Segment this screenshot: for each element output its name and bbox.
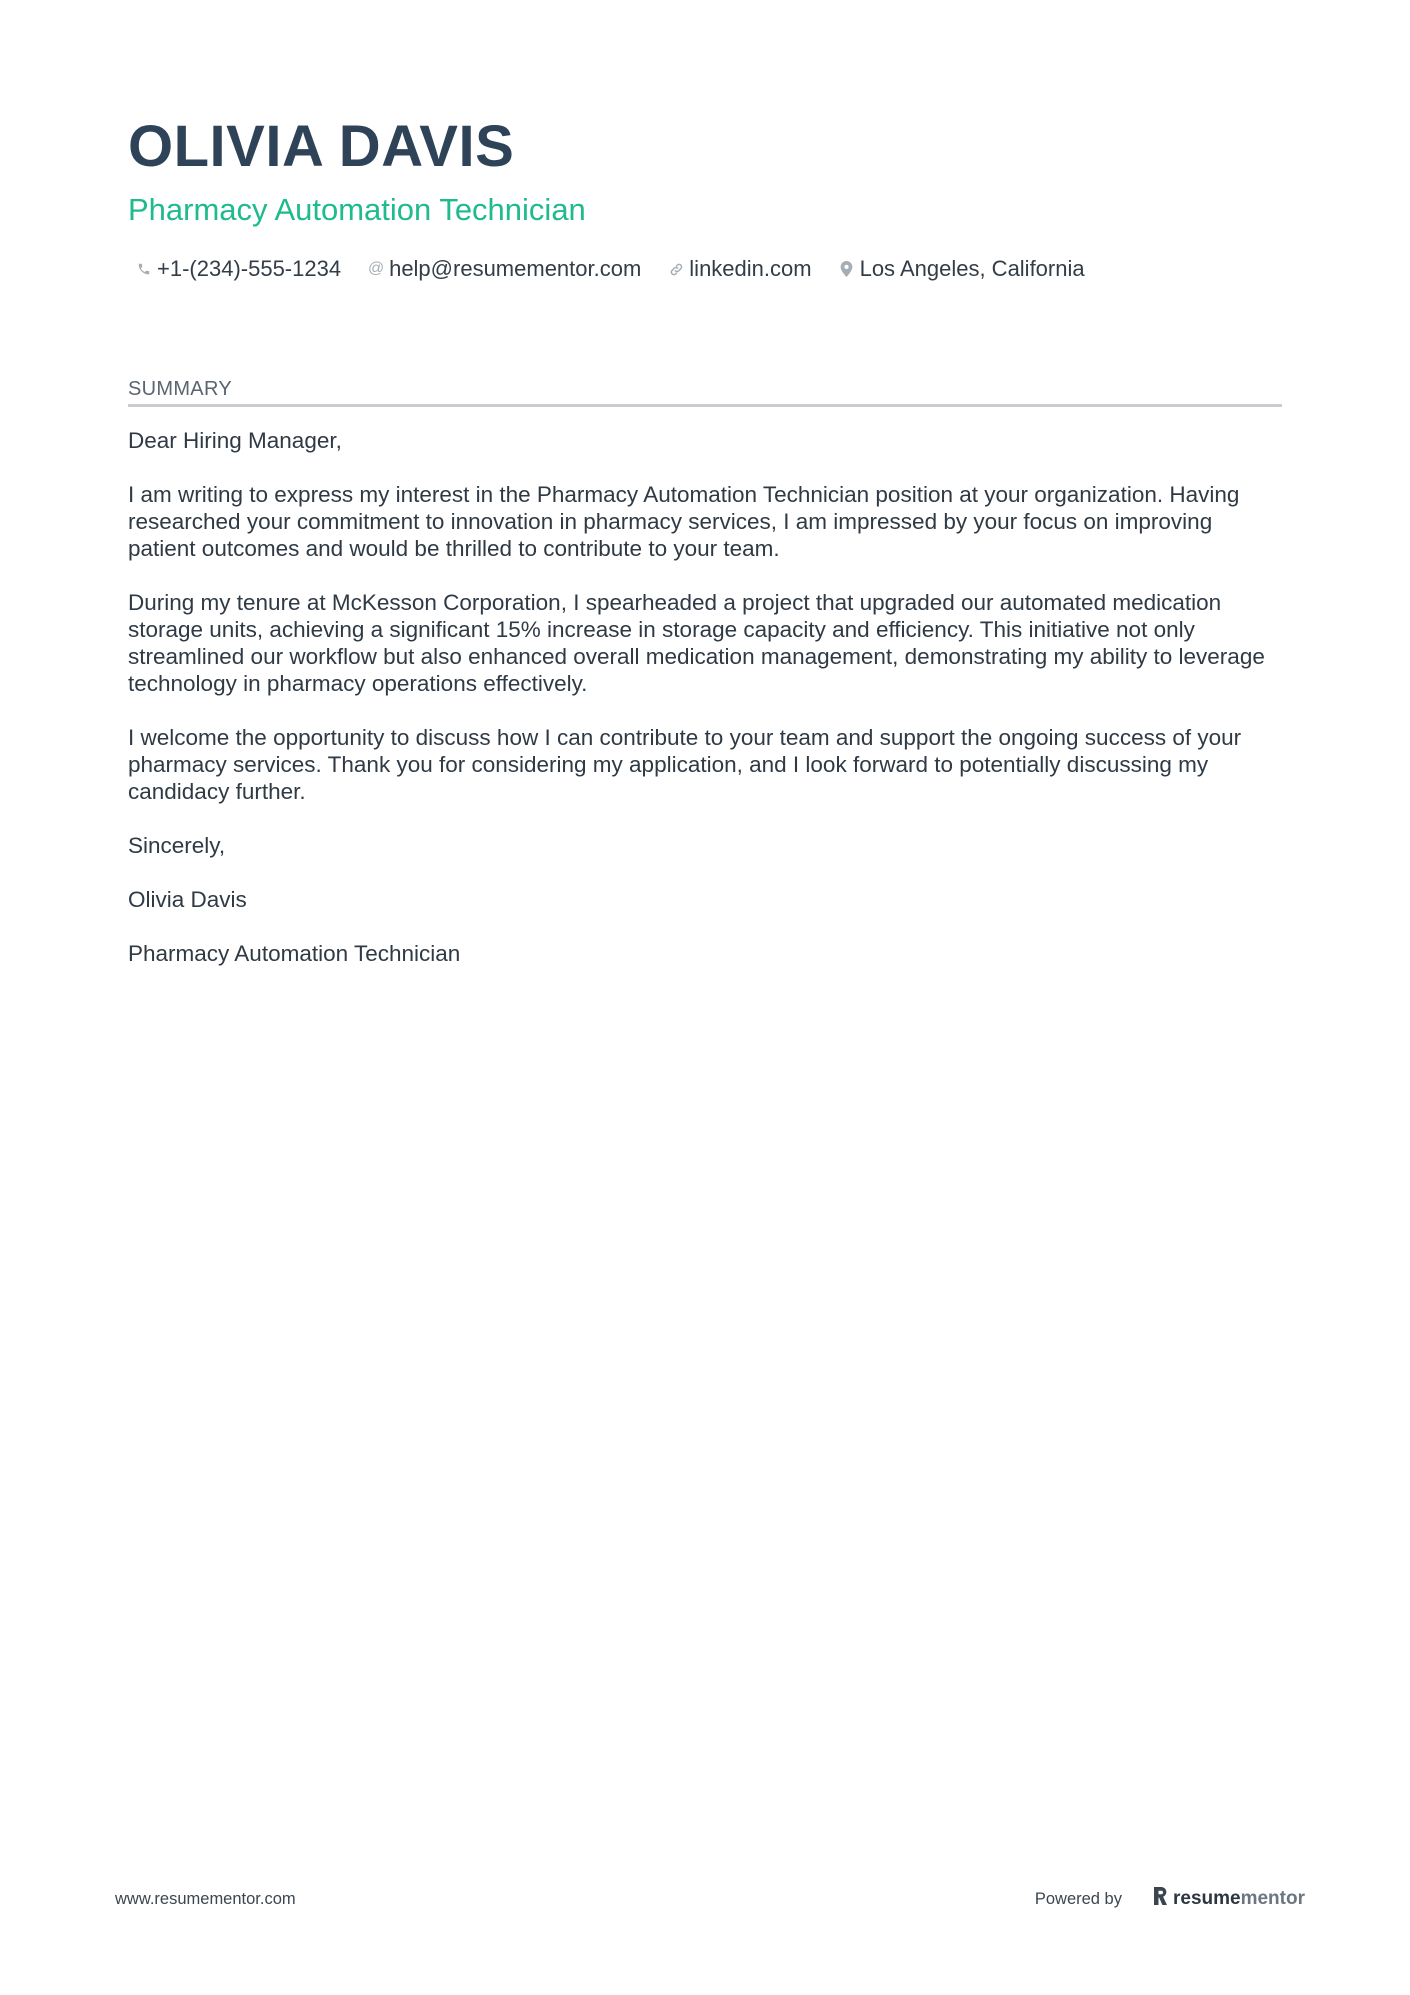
resumementor-logo-icon (1152, 1886, 1168, 1912)
letter-paragraph: During my tenure at McKesson Corporation, I spearheaded a project that upgraded our automated medication storage units, achieving a significant 15% increase in storage capacity and efficiency. This initiative not only streamlined our workflow but also enhanced overall medication management, demonstrating my ability to leverage technology in pharmacy operations effectively. (128, 590, 1265, 696)
page-footer (115, 1886, 1305, 1912)
letter-paragraph: I am writing to express my interest in the Pharmacy Automation Technician position at your organization. Having researched your commitment to innovation in pharmacy services, I am impressed by your focus on improving patient outcomes and would be thrilled to contribute to your team. (128, 482, 1240, 561)
phone-icon (136, 260, 152, 278)
resumementor-logo[interactable] (1152, 1886, 1305, 1912)
letter-paragraph: I welcome the opportunity to discuss how I can contribute to your team and support the ongoing success of your pharmacy services. Thank you for considering my application, and I look forward to potentially discussing my candidacy further. (128, 725, 1242, 804)
location-pin-icon (839, 260, 855, 278)
contact-email (368, 254, 641, 284)
letter-body (128, 427, 1282, 967)
linkedin-text[interactable]: linkedin.com (689, 256, 812, 281)
brand-text-resume: resume (1172, 1888, 1241, 1909)
section-title-summary: SUMMARY (128, 376, 1282, 407)
signature-name: Olivia Davis (128, 887, 247, 912)
location-text: Los Angeles, California (859, 256, 1085, 281)
contact-bar (128, 254, 1282, 284)
footer-website-link[interactable]: www.resumementor.com (115, 1889, 296, 1908)
contact-linkedin (668, 254, 811, 284)
brand-text-mentor: mentor (1240, 1888, 1305, 1909)
footer-branding (1035, 1886, 1305, 1912)
at-icon: @ (367, 260, 385, 277)
applicant-name: OLIVIA DAVIS (128, 114, 515, 179)
applicant-role: Pharmacy Automation Technician (128, 192, 586, 227)
contact-phone (136, 254, 341, 284)
letter-greeting: Dear Hiring Manager, (128, 428, 342, 453)
signature-title: Pharmacy Automation Technician (128, 941, 461, 966)
contact-location (839, 254, 1085, 284)
email-text[interactable]: help@resumementor.com (389, 256, 642, 281)
powered-by-label: Powered by (1034, 1889, 1122, 1908)
letter-closing: Sincerely, (128, 833, 226, 858)
phone-text[interactable]: +1-(234)-555-1234 (157, 256, 342, 281)
link-icon (668, 260, 684, 278)
